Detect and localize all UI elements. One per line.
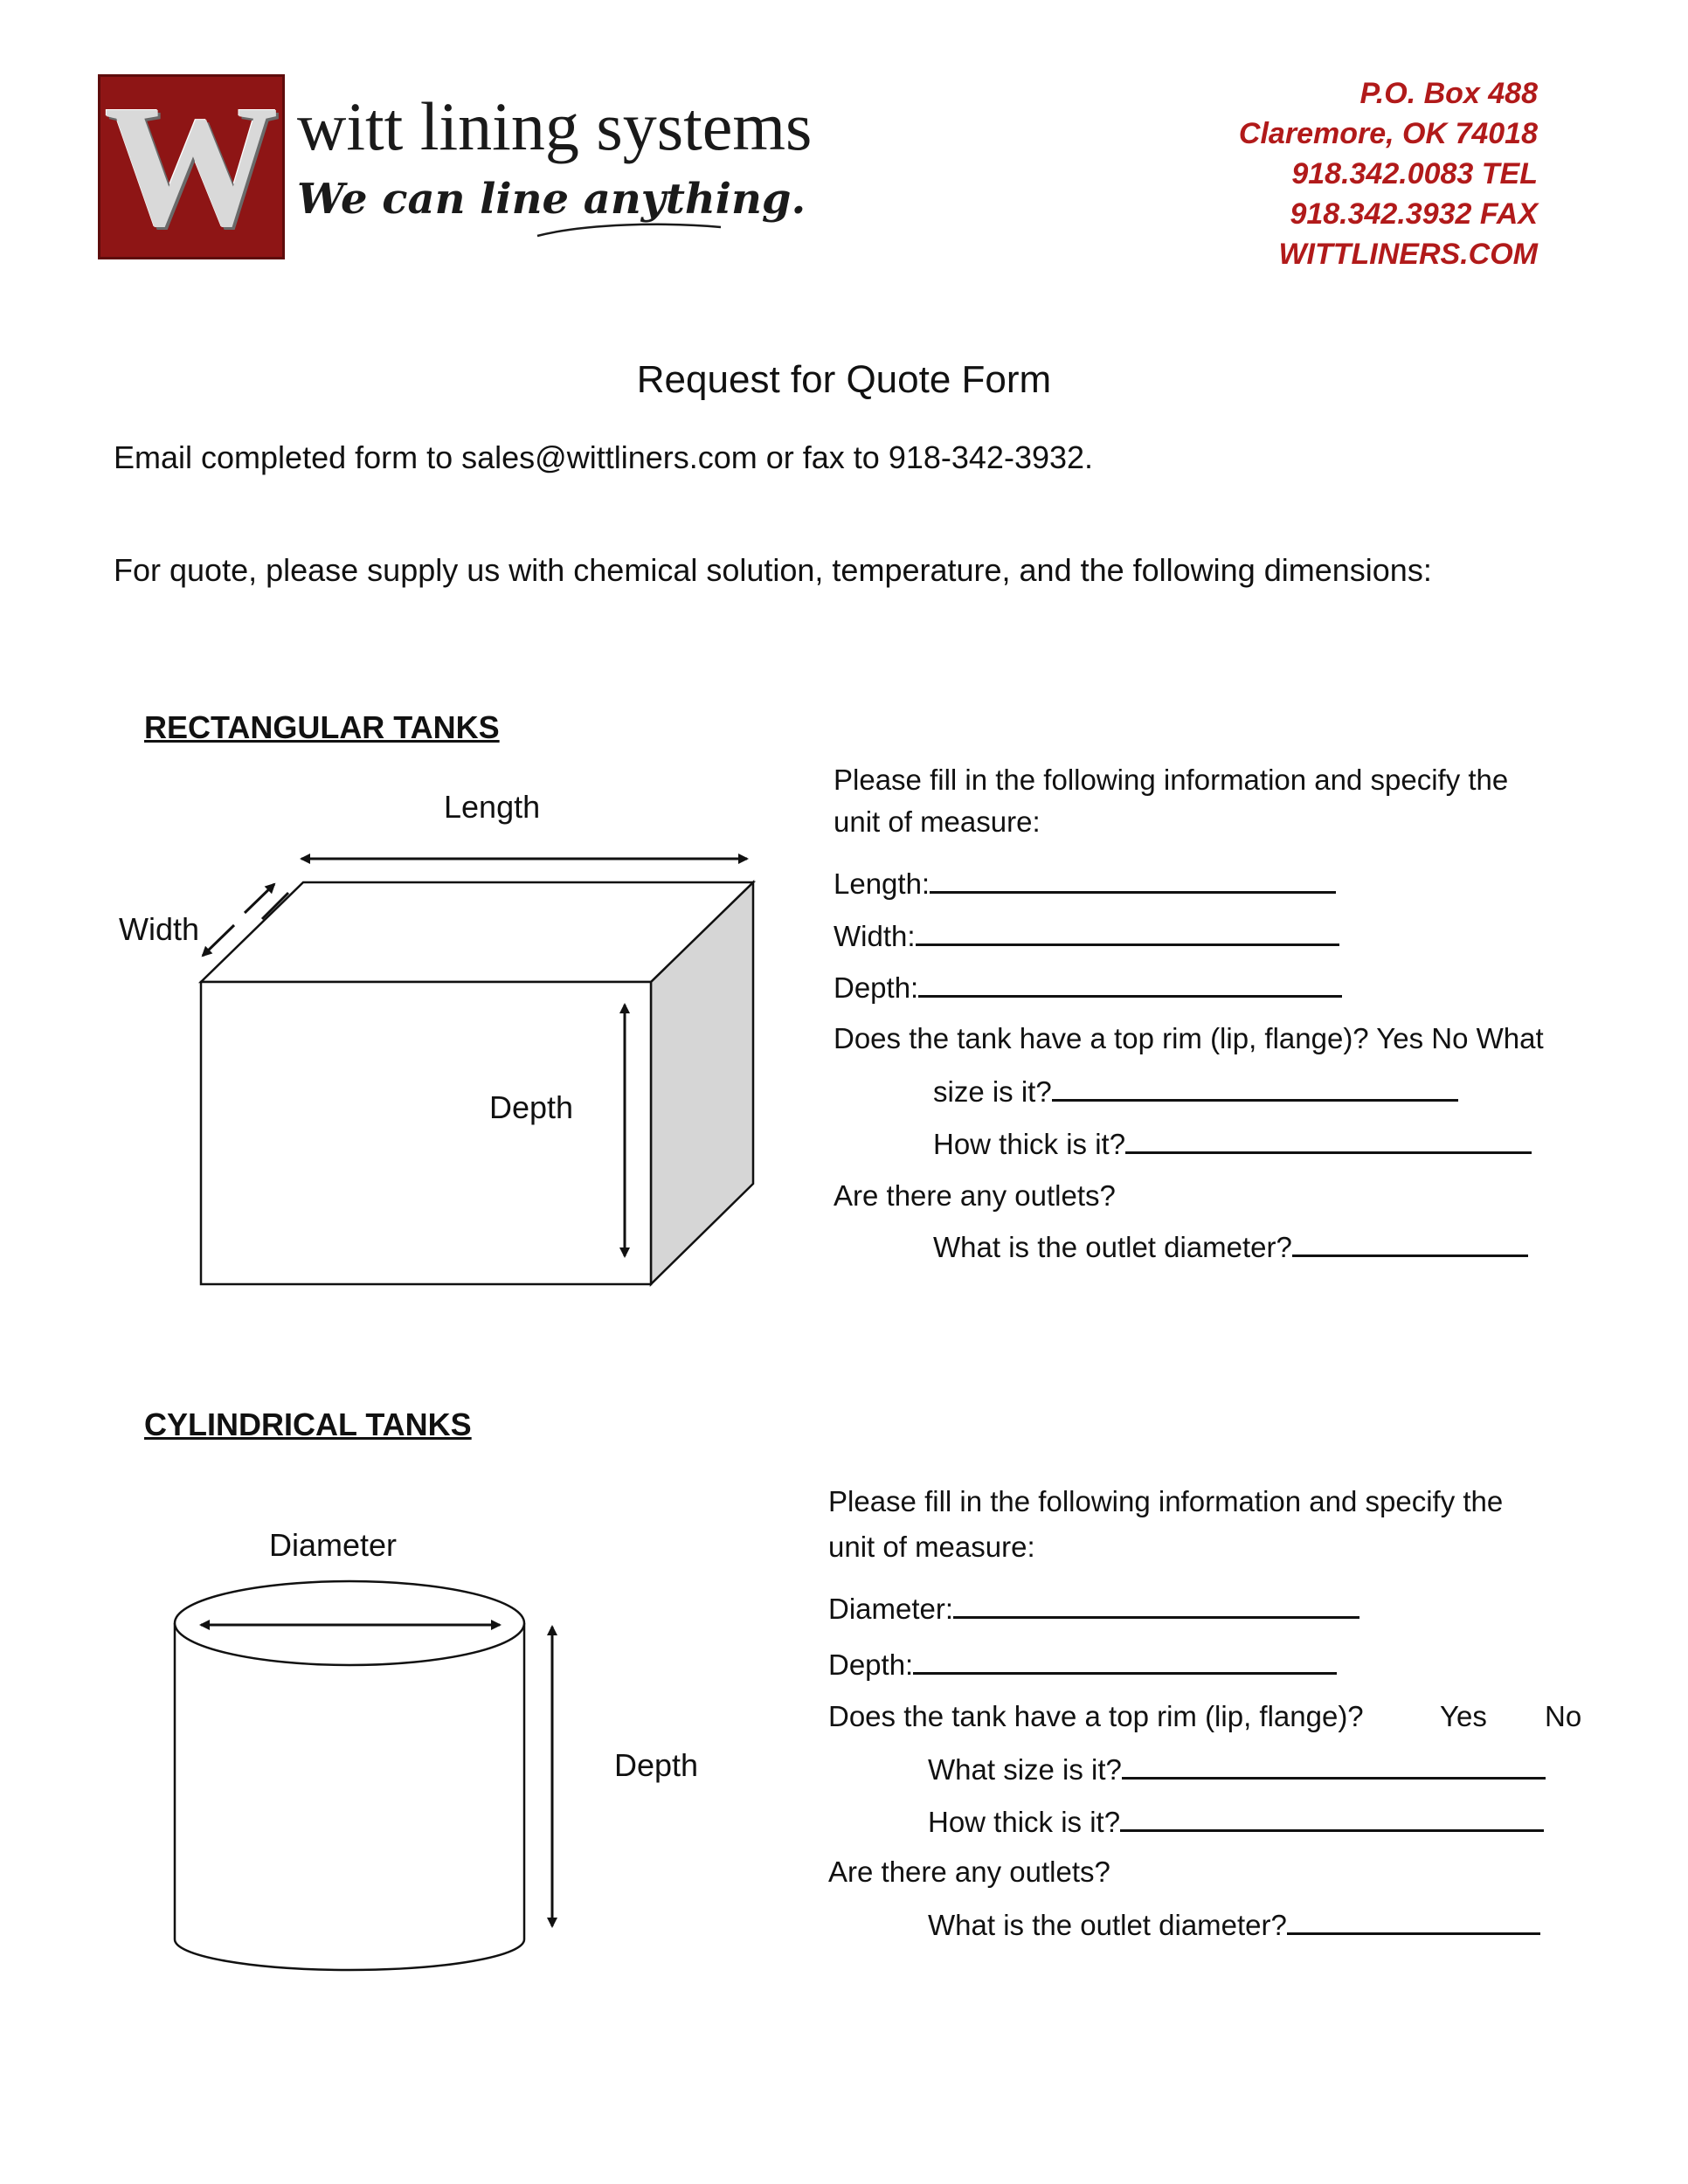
logo-letter: W [104, 74, 279, 259]
diagram-width-label: Width [119, 911, 200, 947]
diagram-depth-label: Depth [489, 1089, 574, 1125]
diagram-length-label: Length [444, 789, 541, 825]
quote-instruction: For quote, please supply us with chemical solution, temperature, and the following dimensions: [114, 552, 1432, 588]
rect-depth-label: Depth: [834, 971, 919, 1004]
rect-length-label: Length: [834, 867, 930, 900]
form-title: Request for Quote Form [636, 358, 1052, 401]
cylinder-top [175, 1581, 524, 1665]
cyl-diameter-field [828, 1592, 1359, 1626]
cyl-thick-field [928, 1805, 1544, 1839]
diagram-diameter-label: Diameter [269, 1527, 398, 1563]
cylindrical-tanks-heading: CYLINDRICAL TANKS [144, 1406, 472, 1442]
cyl-depth-field [828, 1648, 1337, 1682]
rect-outlets-question: Are there any outlets? [834, 1179, 1116, 1212]
cyl-depth-input[interactable] [913, 1648, 1337, 1675]
rect-outlet-diameter-label: What is the outlet diameter? [933, 1231, 1292, 1263]
cyl-instructions-line2: unit of measure: [828, 1531, 1035, 1563]
cyl-instructions-line1: Please fill in the following information and specify the [828, 1485, 1504, 1517]
address-tel: 918.342.0083 TEL [1291, 157, 1538, 190]
rectangular-tanks-heading: RECTANGULAR TANKS [144, 709, 500, 745]
cyl-size-label: What size is it? [928, 1753, 1122, 1786]
tagline: We can line anything. [297, 175, 806, 224]
cyl-outlet-diameter-label: What is the outlet diameter? [928, 1909, 1287, 1941]
cylinder-body [175, 1623, 524, 1970]
cyl-size-input[interactable] [1122, 1752, 1546, 1780]
address-fax: 918.342.3932 FAX [1290, 197, 1538, 231]
cyl-size-field [928, 1752, 1546, 1787]
cyl-rim-yes[interactable]: Yes [1440, 1700, 1487, 1732]
address-po-box: P.O. Box 488 [1359, 77, 1538, 110]
cyl-rim-no[interactable]: No [1545, 1700, 1582, 1732]
cyl-thick-input[interactable] [1120, 1805, 1544, 1832]
cyl-outlet-diameter-field [928, 1908, 1540, 1942]
email-instruction: Email completed form to sales@wittliners.com or fax to 918-342-3932. [114, 439, 1094, 475]
rect-size-label: size is it? [933, 1075, 1052, 1108]
diagram-cyl-depth-label: Depth [614, 1747, 699, 1783]
rect-instructions-line1: Please fill in the following information and specify the [834, 764, 1509, 796]
address-website[interactable]: WITTLINERS.COM [1278, 238, 1538, 271]
cyl-diameter-label: Diameter: [828, 1593, 954, 1625]
cyl-thick-label: How thick is it? [928, 1806, 1121, 1838]
cyl-outlet-diameter-input[interactable] [1287, 1908, 1540, 1935]
rect-instructions-line2: unit of measure: [834, 805, 1041, 838]
rect-thick-label: How thick is it? [933, 1128, 1126, 1160]
cyl-rim-question: Does the tank have a top rim (lip, flange)? [828, 1700, 1364, 1732]
cyl-outlets-question: Are there any outlets? [828, 1856, 1110, 1888]
cyl-depth-label: Depth: [828, 1648, 914, 1681]
brand-name: witt lining systems [297, 88, 813, 164]
cyl-diameter-input[interactable] [953, 1592, 1359, 1619]
address-city: Claremore, OK 74018 [1238, 117, 1538, 150]
rect-rim-question: Does the tank have a top rim (lip, flange)? Yes No What [834, 1022, 1544, 1054]
rect-width-label: Width: [834, 920, 916, 952]
